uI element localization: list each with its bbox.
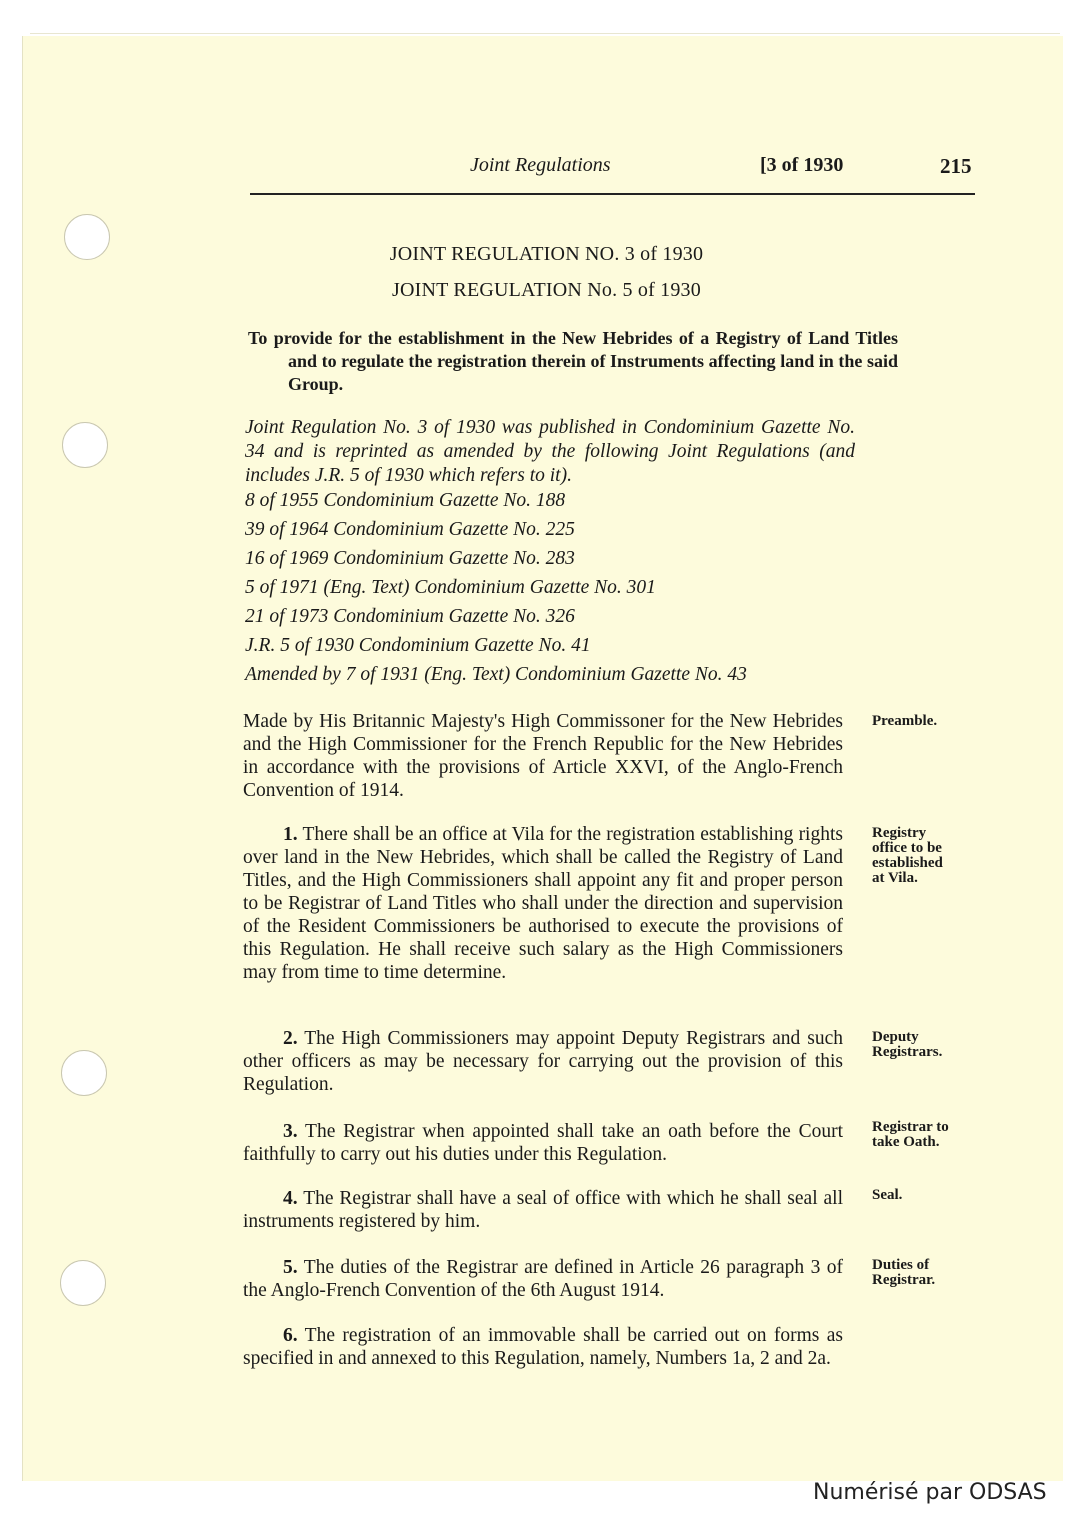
margin-note-section-1: Registry office to be established at Vila. bbox=[872, 825, 943, 886]
margin-note-section-3: Registrar to take Oath. bbox=[872, 1119, 949, 1150]
amendment-item: J.R. 5 of 1930 Condominium Gazette No. 41 bbox=[245, 635, 591, 656]
running-reference: [3 of 1930 bbox=[760, 154, 844, 176]
margin-note-section-5: Duties of Registrar. bbox=[872, 1257, 936, 1288]
section-text: The duties of the Registrar are defined in Article 26 paragraph 3 of the Anglo-French Convention of the 6th August 1914. bbox=[243, 1257, 843, 1301]
page-number: 215 bbox=[940, 154, 972, 178]
digitization-credit: Numérisé par ODSAS bbox=[813, 1480, 1047, 1505]
section-6 bbox=[243, 1324, 843, 1370]
preamble-text: Made by His Britannic Majesty's High Commissoner for the New Hebrides and the High Commissioner for the French Republic for the New Hebrides in accordance with the provisions of Article XXVI, of the Anglo-French Convention of 1914. bbox=[243, 711, 843, 801]
margin-note-section-4: Seal. bbox=[872, 1187, 903, 1203]
section-5 bbox=[243, 1256, 843, 1302]
margin-note-section-2: Deputy Registrars. bbox=[872, 1029, 943, 1060]
section-text: The High Commissioners may appoint Deputy Registrars and such other officers as may be necessary for carrying out the provision of this Regulation. bbox=[243, 1028, 843, 1095]
publication-note: Joint Regulation No. 3 of 1930 was published in Condominium Gazette No. 34 and is reprinted as amended by the following Joint Regulations (and includes J.R. 5 of 1930 which refers to it). bbox=[245, 417, 855, 486]
margin-note-preamble: Preamble. bbox=[872, 713, 938, 729]
amendment-item: 39 of 1964 Condominium Gazette No. 225 bbox=[245, 519, 575, 540]
section-text: The registration of an immovable shall be carried out on forms as specified in and annexed to this Regulation, namely, Numbers 1a, 2 and 2a. bbox=[243, 1325, 843, 1369]
amendment-item: Amended by 7 of 1931 (Eng. Text) Condominium Gazette No. 43 bbox=[245, 664, 747, 685]
punch-hole-2 bbox=[62, 422, 108, 468]
amendment-item: 21 of 1973 Condominium Gazette No. 326 bbox=[245, 606, 575, 627]
section-number: 4. bbox=[283, 1188, 298, 1209]
section-number: 6. bbox=[283, 1325, 298, 1346]
amendment-item: 16 of 1969 Condominium Gazette No. 283 bbox=[245, 548, 575, 569]
regulation-purpose: To provide for the establishment in the New Hebrides of a Registry of Land Titles and to regulate the registration therein of Instruments affecting land in the said Group. bbox=[248, 328, 898, 394]
punch-hole-4 bbox=[60, 1260, 106, 1306]
amendment-item: 8 of 1955 Condominium Gazette No. 188 bbox=[245, 490, 566, 511]
punch-hole-3 bbox=[61, 1050, 107, 1096]
regulation-title-2: JOINT REGULATION No. 5 of 1930 bbox=[392, 279, 701, 301]
section-1 bbox=[243, 823, 843, 984]
amendment-item: 5 of 1971 (Eng. Text) Condominium Gazette No. 301 bbox=[245, 577, 656, 598]
section-4 bbox=[243, 1187, 843, 1233]
section-text: There shall be an office at Vila for the registration establishing rights over land in the New Hebrides, which shall be called the Registry of Land Titles, and the High Commissioners shall appoint any fit and proper person to be Registrar of Land Titles who shall under the direction and supervision of the Resident Commissioners be authorised to execute the provisions of this Regulation. He shall receive such salary as the High Commissioners may from time to time determine. bbox=[243, 824, 843, 983]
section-text: The Registrar shall have a seal of office with which he shall seal all instruments registered by him. bbox=[243, 1188, 844, 1232]
section-text: The Registrar when appointed shall take an oath before the Court faithfully to carry out his duties under this Regulation. bbox=[243, 1121, 843, 1165]
header-rule bbox=[250, 193, 975, 195]
section-3 bbox=[243, 1120, 843, 1166]
section-2 bbox=[243, 1027, 843, 1096]
page-top-edge bbox=[30, 33, 1060, 34]
section-number: 5. bbox=[283, 1257, 298, 1278]
regulation-title-1: JOINT REGULATION NO. 3 of 1930 bbox=[389, 243, 704, 265]
section-number: 1. bbox=[283, 824, 298, 845]
section-number: 2. bbox=[283, 1028, 298, 1049]
section-number: 3. bbox=[283, 1121, 298, 1142]
running-title: Joint Regulations bbox=[470, 154, 611, 176]
